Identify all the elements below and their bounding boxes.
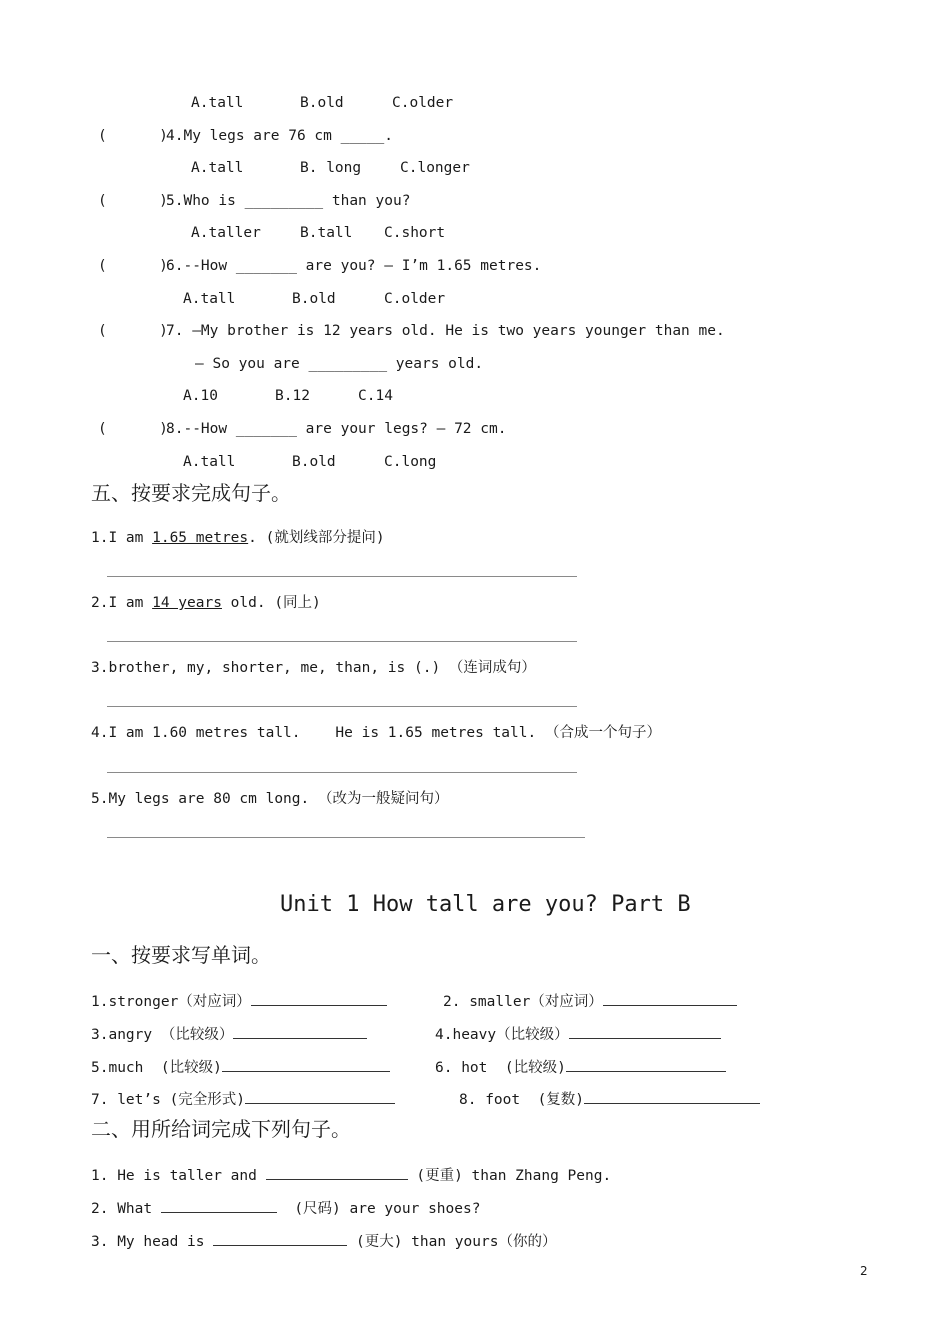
fill-sentence-3 xyxy=(91,1231,556,1251)
q5-option-a: A.taller xyxy=(191,225,261,241)
word-4-label: 4.heavy（比较级） xyxy=(435,1027,569,1043)
answer-line-3[interactable] xyxy=(107,706,577,707)
q8-paren: ( ) xyxy=(98,421,168,437)
s5-sentence-3: 3.brother, my, shorter, me, than, is (.) （连词成句） xyxy=(91,660,536,676)
fill-1-post: (更重) than Zhang Peng. xyxy=(416,1168,612,1184)
q5-text: 5.Who is _________ than you? xyxy=(166,193,411,209)
q6-option-a: A.tall xyxy=(183,291,236,307)
word-1-label: 1.stronger（对应词） xyxy=(91,994,251,1010)
q7-line2: – So you are _________ years old. xyxy=(195,356,484,372)
q8-option-b: B.old xyxy=(292,454,336,470)
s5-sentence-1 xyxy=(91,529,385,547)
answer-line-4[interactable] xyxy=(107,772,577,773)
word-4-blank[interactable] xyxy=(569,1024,721,1039)
q5-paren: ( ) xyxy=(98,193,168,209)
word-7-label: 7. let’s (完全形式) xyxy=(91,1092,246,1108)
s5-s1-post: . (就划线部分提问) xyxy=(248,530,385,546)
q3-option-c: C.older xyxy=(392,95,454,111)
q3-option-b: B.old xyxy=(300,95,344,111)
s5-s2-pre: 2.I am xyxy=(91,595,153,611)
fill-3-blank[interactable] xyxy=(213,1231,347,1246)
q8-option-c: C.long xyxy=(384,454,437,470)
word-item-3 xyxy=(91,1024,367,1044)
q7-text: 7. –My brother is 12 years old. He is two years younger than me. xyxy=(166,323,725,339)
fill-sentence-1 xyxy=(91,1165,611,1185)
word-item-2 xyxy=(443,991,737,1011)
page-number: 2 xyxy=(860,1264,868,1278)
word-item-4 xyxy=(435,1024,721,1044)
q8-option-a: A.tall xyxy=(183,454,236,470)
word-item-7 xyxy=(91,1089,395,1109)
q3-option-a: A.tall xyxy=(191,95,244,111)
fill-3-post: (更大) than yours（你的） xyxy=(355,1234,557,1250)
word-item-5 xyxy=(91,1057,390,1077)
q6-option-c: C.older xyxy=(384,291,446,307)
q7-option-c: C.14 xyxy=(358,388,393,404)
fill-2-post: (尺码) are your shoes? xyxy=(294,1201,481,1217)
word-3-blank[interactable] xyxy=(233,1024,367,1039)
word-5-blank[interactable] xyxy=(222,1057,390,1072)
s5-s2-post: old. (同上) xyxy=(221,595,321,611)
answer-line-1[interactable] xyxy=(107,576,577,577)
fill-1-blank[interactable] xyxy=(266,1165,408,1180)
word-6-label: 6. hot (比较级) xyxy=(435,1060,566,1076)
s5-s1-pre: 1.I am xyxy=(91,530,153,546)
q6-paren: ( ) xyxy=(98,258,168,274)
q4-option-c: C.longer xyxy=(400,160,470,176)
s5-s2-underlined: 14 years xyxy=(152,595,222,611)
fill-2-pre: 2. What xyxy=(91,1201,153,1217)
s5-sentence-4: 4.I am 1.60 metres tall. He is 1.65 metres tall. （合成一个句子） xyxy=(91,725,661,741)
section-5-heading: 五、按要求完成句子。 xyxy=(91,481,291,505)
s5-s1-underlined: 1.65 metres xyxy=(152,530,249,546)
fill-sentence-2 xyxy=(91,1198,480,1218)
q7-option-b: B.12 xyxy=(275,388,310,404)
q7-option-a: A.10 xyxy=(183,388,218,404)
word-8-blank[interactable] xyxy=(584,1089,760,1104)
q6-option-b: B.old xyxy=(292,291,336,307)
answer-line-2[interactable] xyxy=(107,641,577,642)
q4-option-b: B. long xyxy=(300,160,362,176)
s5-sentence-5: 5.My legs are 80 cm long. （改为一般疑问句） xyxy=(91,791,449,807)
q4-option-a: A.tall xyxy=(191,160,244,176)
word-1-blank[interactable] xyxy=(251,991,387,1006)
answer-line-5[interactable] xyxy=(107,837,585,838)
word-3-label: 3.angry （比较级） xyxy=(91,1027,234,1043)
q8-text: 8.--How _______ are your legs? – 72 cm. xyxy=(166,421,507,437)
partb-section-2-heading: 二、用所给词完成下列句子。 xyxy=(91,1117,351,1141)
word-item-1 xyxy=(91,991,387,1011)
q5-option-c: C.short xyxy=(384,225,446,241)
fill-1-pre: 1. He is taller and xyxy=(91,1168,257,1184)
q7-paren: ( ) xyxy=(98,323,168,339)
word-7-blank[interactable] xyxy=(245,1089,395,1104)
word-6-blank[interactable] xyxy=(566,1057,726,1072)
q4-text: 4.My legs are 76 cm _____. xyxy=(166,128,393,144)
word-8-label: 8. foot (复数) xyxy=(459,1092,585,1108)
word-5-label: 5.much (比较级) xyxy=(91,1060,222,1076)
word-item-8 xyxy=(459,1089,760,1109)
word-2-blank[interactable] xyxy=(603,991,737,1006)
word-2-label: 2. smaller（对应词） xyxy=(443,994,603,1010)
fill-2-blank[interactable] xyxy=(161,1198,277,1213)
s5-sentence-2 xyxy=(91,594,321,612)
q5-option-b: B.tall xyxy=(300,225,353,241)
unit-title: Unit 1 How tall are you? Part B xyxy=(280,892,691,917)
partb-section-1-heading: 一、按要求写单词。 xyxy=(91,943,271,967)
word-item-6 xyxy=(435,1057,726,1077)
fill-3-pre: 3. My head is xyxy=(91,1234,205,1250)
q4-paren: ( ) xyxy=(98,128,168,144)
q6-text: 6.--How _______ are you? – I’m 1.65 metres. xyxy=(166,258,542,274)
